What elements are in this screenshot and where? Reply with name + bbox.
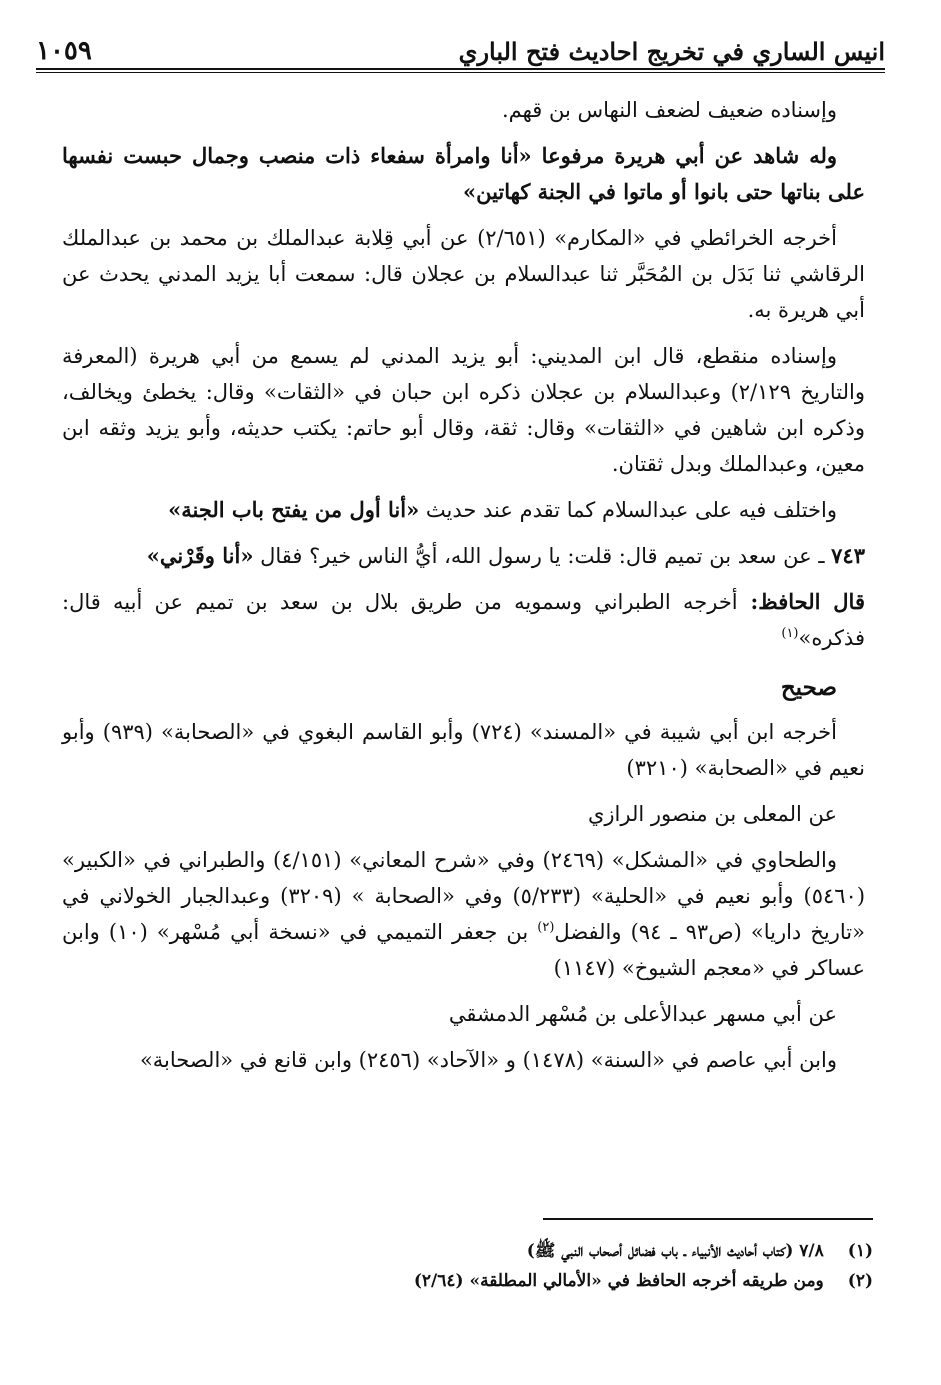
hadith-text: ـ عن سعد بن تميم قال: قلت: يا رسول الله، أيُّ الناس خير؟ فقال [253,544,832,568]
paragraph-10 [62,842,865,986]
footnote-ref-2: (٢) [537,920,555,935]
paragraph-7 [62,584,865,656]
footnote-number: (٢) [847,1271,873,1291]
footnote-text: ٧/٨ (كتاب أحاديث الأنبياء ـ باب فضائل أصحاب النبي ﷺ) [526,1241,824,1261]
paragraph-9: عن المعلى بن منصور الرازي [587,802,837,826]
p10-a: والطحاوي في «المشكل» (٢٤٦٩) وفي «شرح المعاني» (٤/١٥١) والطبراني في «الكبير» (٥٤٦٠) وأبو نعيم في «الحلية» (٥/٢٣٣) وفي «الصحابة » (٣٢٠٩) وعبدالجبار الخولاني في «تاريخ داريا» (ص٩٣ ـ ٩٤) والفضل [62,848,866,944]
page-header [36,34,885,70]
header-rule [36,72,885,73]
footnote-1 [62,1236,873,1266]
hadith-743 [62,538,865,574]
hadith-quote: «أنا وقَرْني» [146,543,254,568]
main-text [62,92,865,1088]
footnote-text: ومن طريقه أخرجه الحافظ في «الأمالي المطلقة» (٢/٦٤) [413,1271,824,1291]
paragraph-2: وله شاهد عن أبي هريرة مرفوعا «أنا وامرأة سفعاء ذات منصب وجمال حبست نفسها على بناتها حتى بانوا أو ماتوا في الجنة كهاتين» [62,143,865,204]
paragraph-5 [62,492,865,528]
paragraph-12: وابن أبي عاصم في «السنة» (١٤٧٨) و «الآحاد» (٢٤٥٦) وابن قانع في «الصحابة» [139,1048,837,1072]
paragraph-11: عن أبي مسهر عبدالأعلى بن مُسْهر الدمشقي [448,1002,837,1026]
p7-text: أخرجه الطبراني وسمويه من طريق بلال بن سعد بن تميم عن أبيه قال: فذكره» [62,590,865,650]
hadith-number: ٧٤٣ [831,543,865,568]
paragraph-1: وإسناده ضعيف لضعف النهاس بن قهم. [501,98,837,122]
paragraph-3: أخرجه الخرائطي في «المكارم» (٢/٦٥١) عن أبي قِلابة عبدالملك بن محمد بن عبدالملك الرقاشي ثنا بَدَل بن المُحَبَّر ثنا عبدالسلام بن عجلان قال: سمعت أبا يزيد المدني يحدث عن أبي هريرة به. [62,226,865,322]
hafiz-label: قال الحافظ: [737,589,865,614]
footnote-2 [62,1266,873,1296]
running-title: انيس الساري في تخريج احاديث فتح الباري [458,36,885,66]
footnote-number: (١) [847,1241,873,1261]
p10-b: بن جعفر التميمي في «نسخة أبي مُسْهر» (١٠) وابن عساكر في «معجم الشيوخ» (١١٤٧) [62,920,865,980]
footnote-ref-1: (١) [781,626,799,641]
footnote-rule [543,1218,873,1220]
paragraph-8: أخرجه ابن أبي شيبة في «المسند» (٧٢٤) وأبو القاسم البغوي في «الصحابة» (٩٣٩) وأبو نعيم في «الصحابة» (٣٢١٠) [62,720,865,780]
page-number: ١٠٥٩ [36,36,92,66]
footnotes [62,1236,873,1296]
p5-hadith: «أنا أول من يفتح باب الجنة» [168,497,420,522]
paragraph-4: وإسناده منقطع، قال ابن المديني: أبو يزيد المدني لم يسمع من أبي هريرة (المعرفة والتاريخ ٢/١٢٩) وعبدالسلام بن عجلان ذكره ابن حبان في «الثقات» وقال: يخطئ ويخالف، وذكره ابن شاهين في «الثقات» وقال: ثقة، وقال أبو حاتم: يكتب حديثه، وأبو يزيد وثقه ابن معين، وعبدالملك وبدل ثقتان. [62,344,865,476]
section-heading: صحيح [780,674,837,701]
p5-text: واختلف فيه على عبدالسلام كما تقدم عند حديث [419,498,837,522]
